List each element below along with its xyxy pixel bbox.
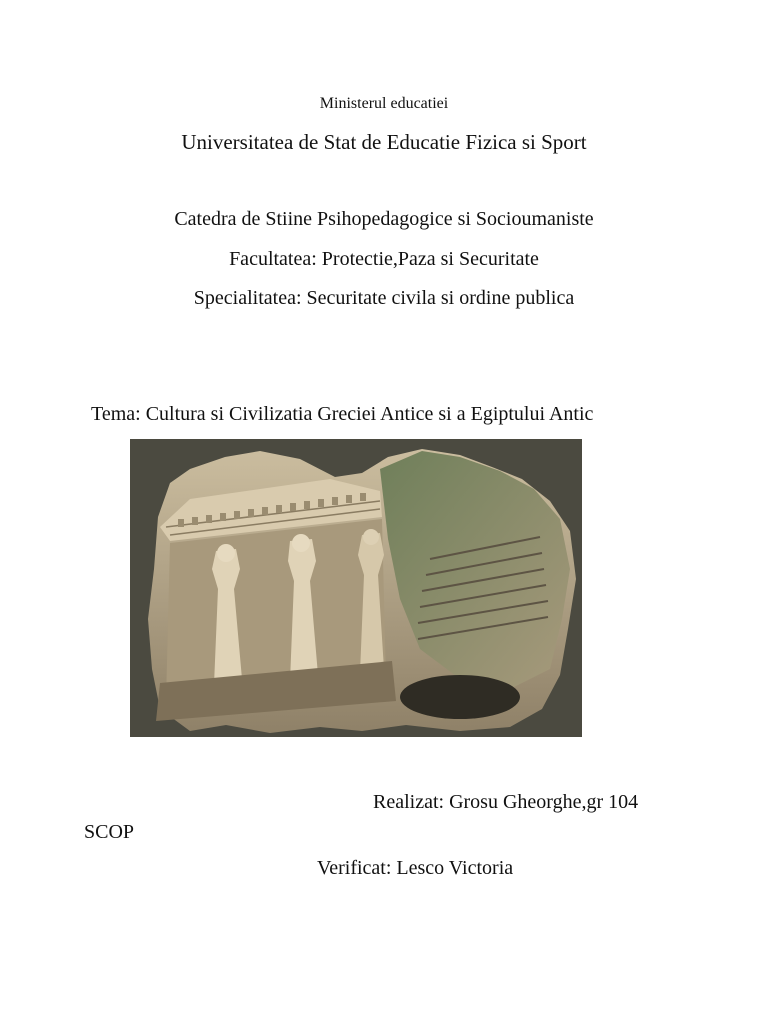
ancient-temple-image	[130, 439, 582, 737]
author-line: Realizat: Grosu Gheorghe,gr 104	[373, 791, 639, 813]
ministry-title: Ministerul educatiei	[319, 95, 449, 112]
shadow-area	[400, 675, 520, 719]
theme-title: Tema: Cultura si Civilizatia Greciei Antice si a Egiptului Antic	[91, 403, 594, 425]
department-name: Catedra de Stiine Psihopedagogice si Socioumaniste	[174, 208, 594, 230]
specialty-name: Specialitatea: Securitate civila si ordine publica	[193, 287, 575, 309]
verifier-line: Verificat: Lesco Victoria	[317, 857, 514, 879]
faculty-name: Facultatea: Protectie,Paza si Securitate	[229, 248, 539, 270]
scop-label: SCOP	[84, 821, 135, 843]
university-name: Universitatea de Stat de Educatie Fizica si Sport	[181, 130, 587, 154]
